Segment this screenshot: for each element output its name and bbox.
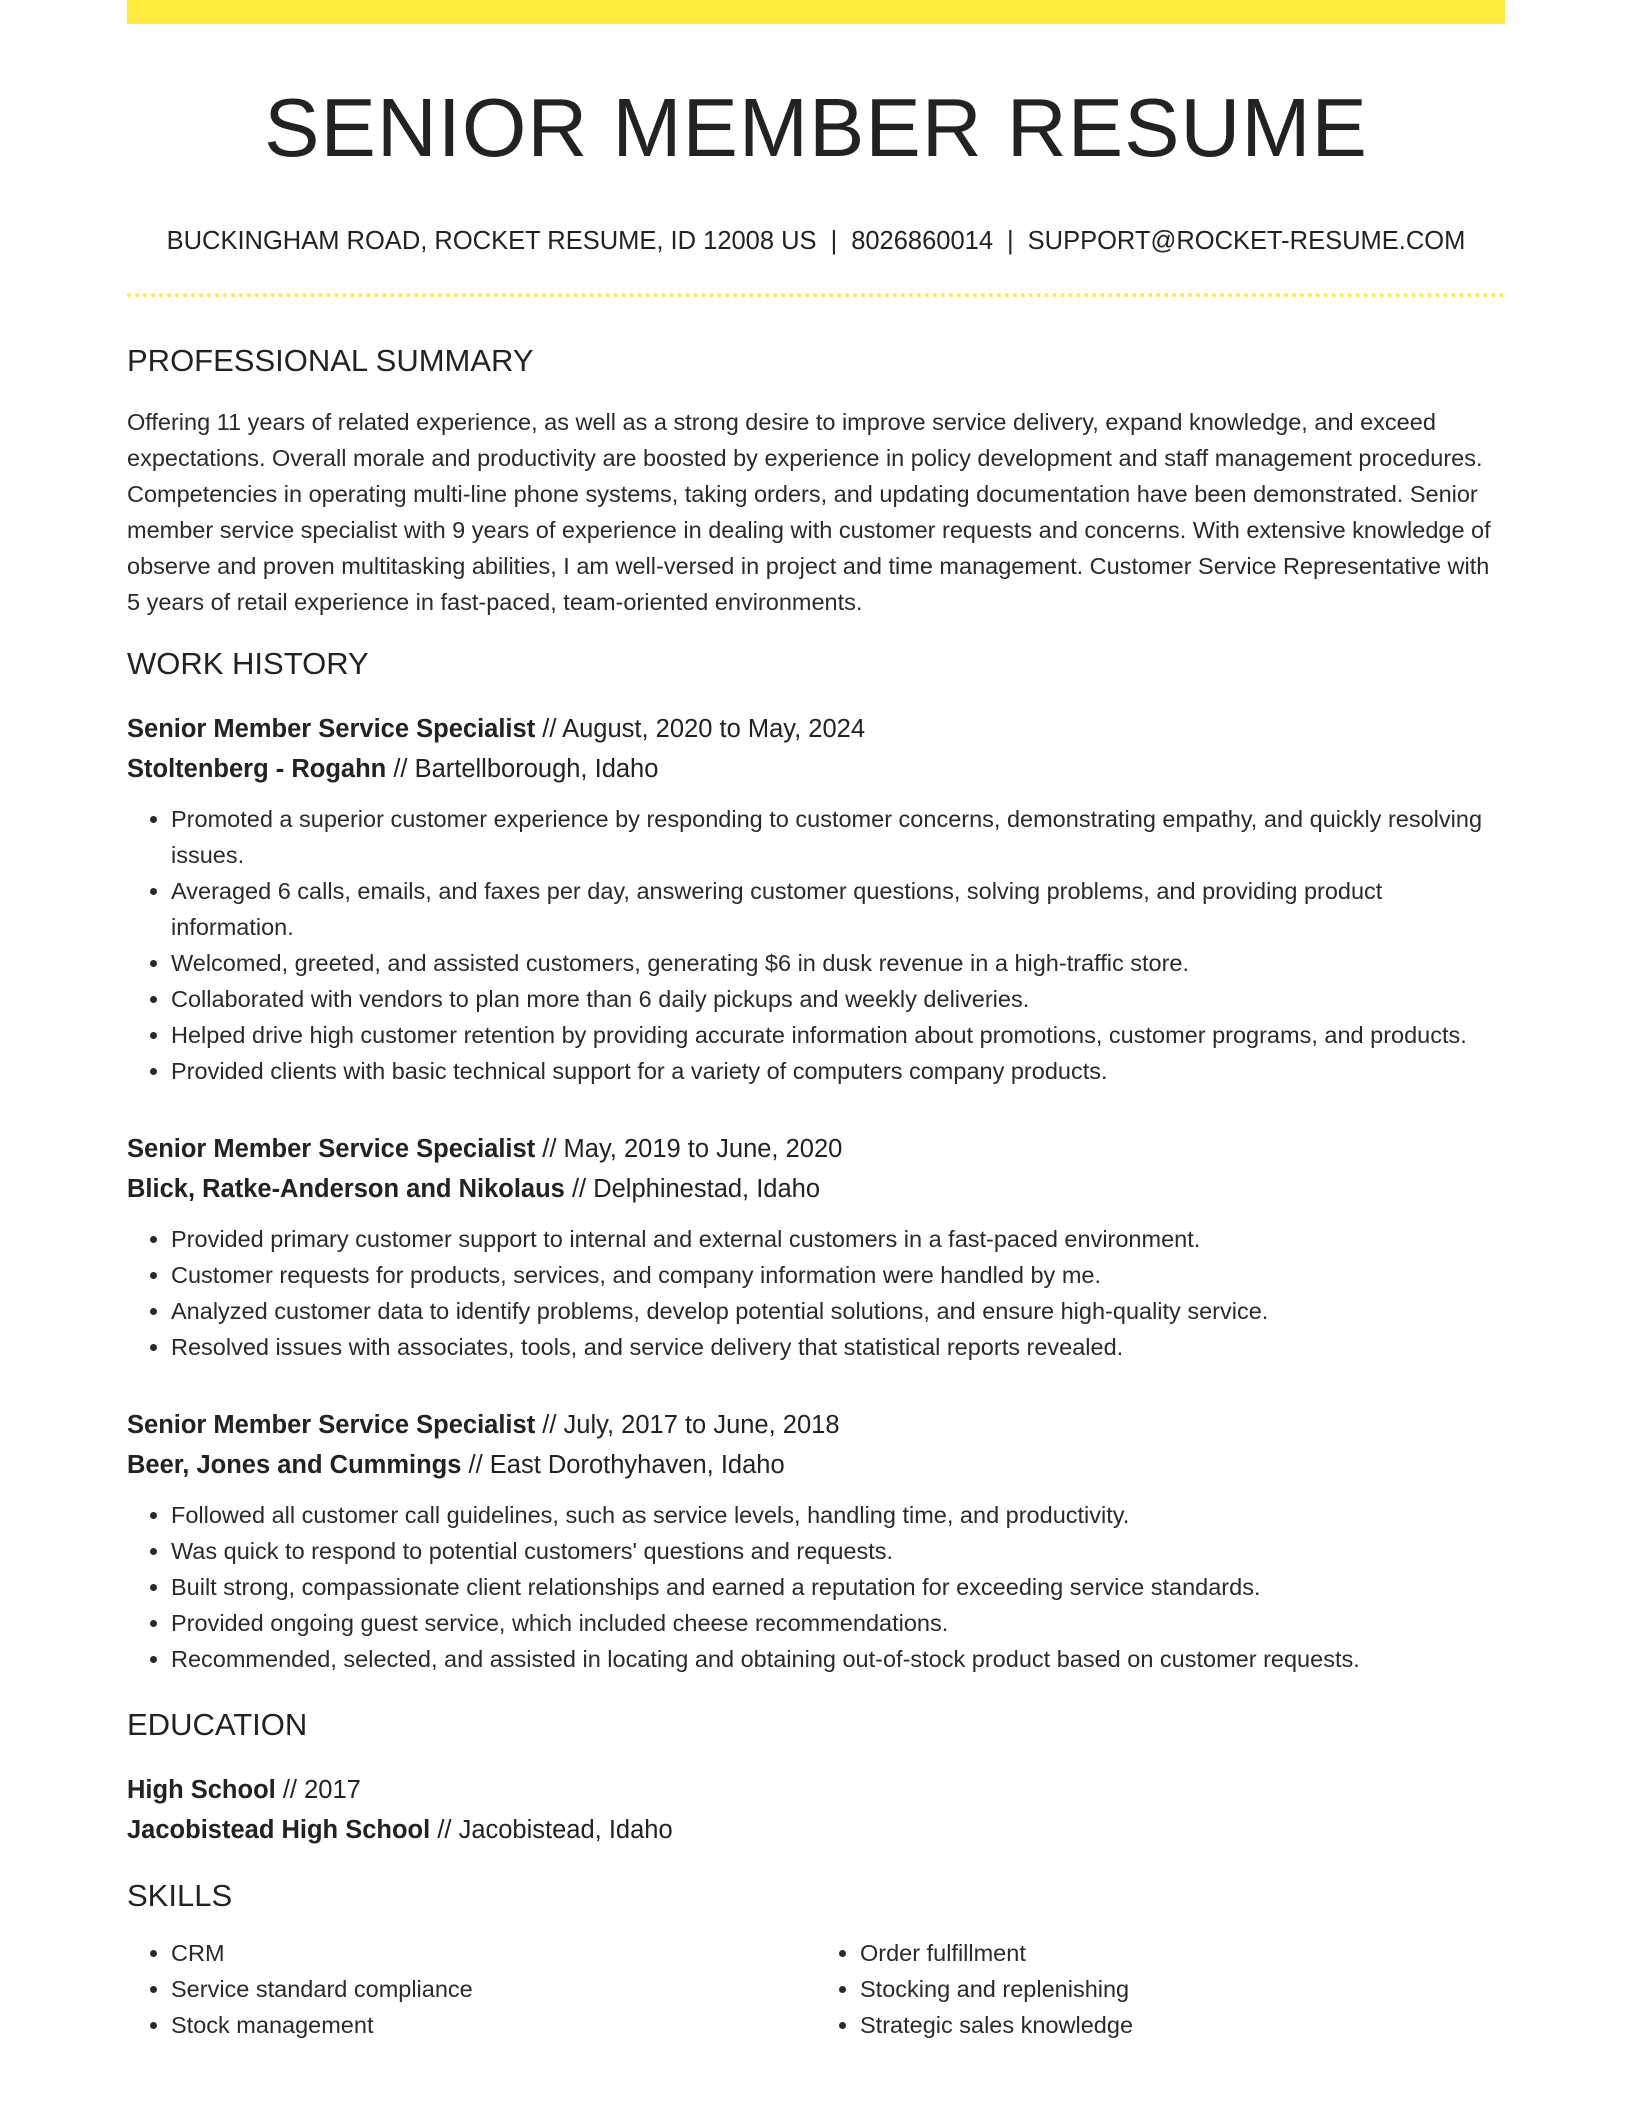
job-company-line (127, 1169, 1505, 1209)
job-location: // Bartellborough, Idaho (386, 754, 659, 783)
job-dates: // May, 2019 to June, 2020 (535, 1134, 843, 1163)
skills-column-left (127, 1935, 816, 2043)
summary-heading: PROFESSIONAL SUMMARY (127, 342, 534, 378)
job-title-line (127, 1129, 1505, 1169)
job-dates: // August, 2020 to May, 2024 (535, 714, 866, 743)
list-item: • Analyzed customer data to identify problems, develop potential solutions, and ensure high-quality service. (171, 1293, 1505, 1329)
list-item: • Provided primary customer support to internal and external customers in a fast-paced environment. (171, 1221, 1505, 1257)
list-item: • Welcomed, greeted, and assisted customers, generating $6 in dusk revenue in a high-traffic store. (171, 945, 1505, 981)
job-location: // Delphinestad, Idaho (564, 1174, 821, 1203)
job-company: Blick, Ratke-Anderson and Nikolaus (127, 1174, 565, 1203)
list-item: • Helped drive high customer retention by providing accurate information about promotions, customer programs, and products. (171, 1017, 1505, 1053)
list-item: • Recommended, selected, and assisted in locating and obtaining out-of-stock product based on customer requests. (171, 1641, 1505, 1677)
job-company-line (127, 1445, 1505, 1485)
dotted-divider (127, 293, 1505, 297)
skill-item: • Stocking and replenishing (860, 1971, 1460, 2007)
job-location: // East Dorothyhaven, Idaho (461, 1450, 785, 1479)
contact-phone: 8026860014 (851, 227, 994, 256)
education-school: Jacobistead High School (127, 1815, 431, 1844)
job-title-line (127, 709, 1505, 749)
job-company: Stoltenberg - Rogahn (127, 754, 387, 783)
job-bullets (127, 1497, 1505, 1677)
list-item: • Was quick to respond to potential customers' questions and requests. (171, 1533, 1505, 1569)
job-dates: // July, 2017 to June, 2018 (535, 1410, 840, 1439)
list-item: • Provided ongoing guest service, which included cheese recommendations. (171, 1605, 1505, 1641)
list-item: • Resolved issues with associates, tools, and service delivery that statistical reports revealed. (171, 1329, 1505, 1365)
job-company: Beer, Jones and Cummings (127, 1450, 462, 1479)
accent-bar (127, 0, 1505, 24)
job-bullets (127, 1221, 1505, 1365)
job-role: Senior Member Service Specialist (127, 1134, 536, 1163)
list-item: • Customer requests for products, services, and company information were handled by me. (171, 1257, 1505, 1293)
education-school-line (127, 1810, 1505, 1850)
list-item: • Followed all customer call guidelines, such as service levels, handling time, and productivity. (171, 1497, 1505, 1533)
list-item: • Promoted a superior customer experience by responding to customer concerns, demonstrating empathy, and quickly resolving issues. (171, 801, 1505, 873)
contact-separator: | (1007, 227, 1014, 256)
job-title-line (127, 1405, 1505, 1445)
skill-item: • Strategic sales knowledge (860, 2007, 1460, 2043)
list-item: • Built strong, compassionate client relationships and earned a reputation for exceeding service standards. (171, 1569, 1505, 1605)
contact-address: BUCKINGHAM ROAD, ROCKET RESUME, ID 12008 US (166, 227, 817, 256)
skills-heading: SKILLS (127, 1877, 233, 1913)
resume-title: SENIOR MEMBER RESUME (264, 81, 1368, 174)
skill-item: • CRM (171, 1935, 816, 1971)
job-role: Senior Member Service Specialist (127, 714, 536, 743)
job-role: Senior Member Service Specialist (127, 1410, 536, 1439)
skill-item: • Order fulfillment (860, 1935, 1460, 1971)
job-bullets (127, 801, 1505, 1089)
education-heading: EDUCATION (127, 1706, 308, 1742)
education-year: // 2017 (275, 1775, 361, 1804)
list-item: • Collaborated with vendors to plan more than 6 daily pickups and weekly deliveries. (171, 981, 1505, 1017)
skill-item: • Stock management (171, 2007, 816, 2043)
contact-separator: | (830, 227, 838, 256)
skills-column-right (816, 1935, 1460, 2043)
list-item: • Provided clients with basic technical support for a variety of computers company products. (171, 1053, 1505, 1089)
contact-email: SUPPORT@ROCKET-RESUME.COM (1027, 227, 1466, 256)
skill-item: • Service standard compliance (171, 1971, 816, 2007)
job-entry (127, 1129, 1505, 1365)
skills-list (127, 1935, 1505, 2043)
job-entry (127, 709, 1505, 1089)
work-history-heading: WORK HISTORY (127, 645, 369, 681)
job-company-line (127, 749, 1505, 789)
education-degree: High School (127, 1775, 276, 1804)
contact-line (127, 229, 1505, 255)
summary-text: Offering 11 years of related experience, as well as a strong desire to improve service delivery, expand knowledge, and exceed expectations. Overall morale and productivity are boosted by experience in policy development and staff management procedures. Competencies in operating multi-line phone systems, taking orders, and updating documentation have been demonstrated. Senior member service specialist with 9 years of experience in dealing with customer requests and concerns. With extensive knowledge of observe and proven multitasking abilities, I am well-versed in project and time management. Customer Service Representative with 5 years of retail experience in fast-paced, team-oriented environments. (127, 408, 1491, 615)
resume-page (127, 0, 1505, 2043)
education-entry (127, 1770, 1505, 1850)
list-item: • Averaged 6 calls, emails, and faxes per day, answering customer questions, solving problems, and providing product information. (171, 873, 1505, 945)
education-location: // Jacobistead, Idaho (430, 1815, 673, 1844)
job-entry (127, 1405, 1505, 1677)
education-degree-line (127, 1770, 1505, 1810)
